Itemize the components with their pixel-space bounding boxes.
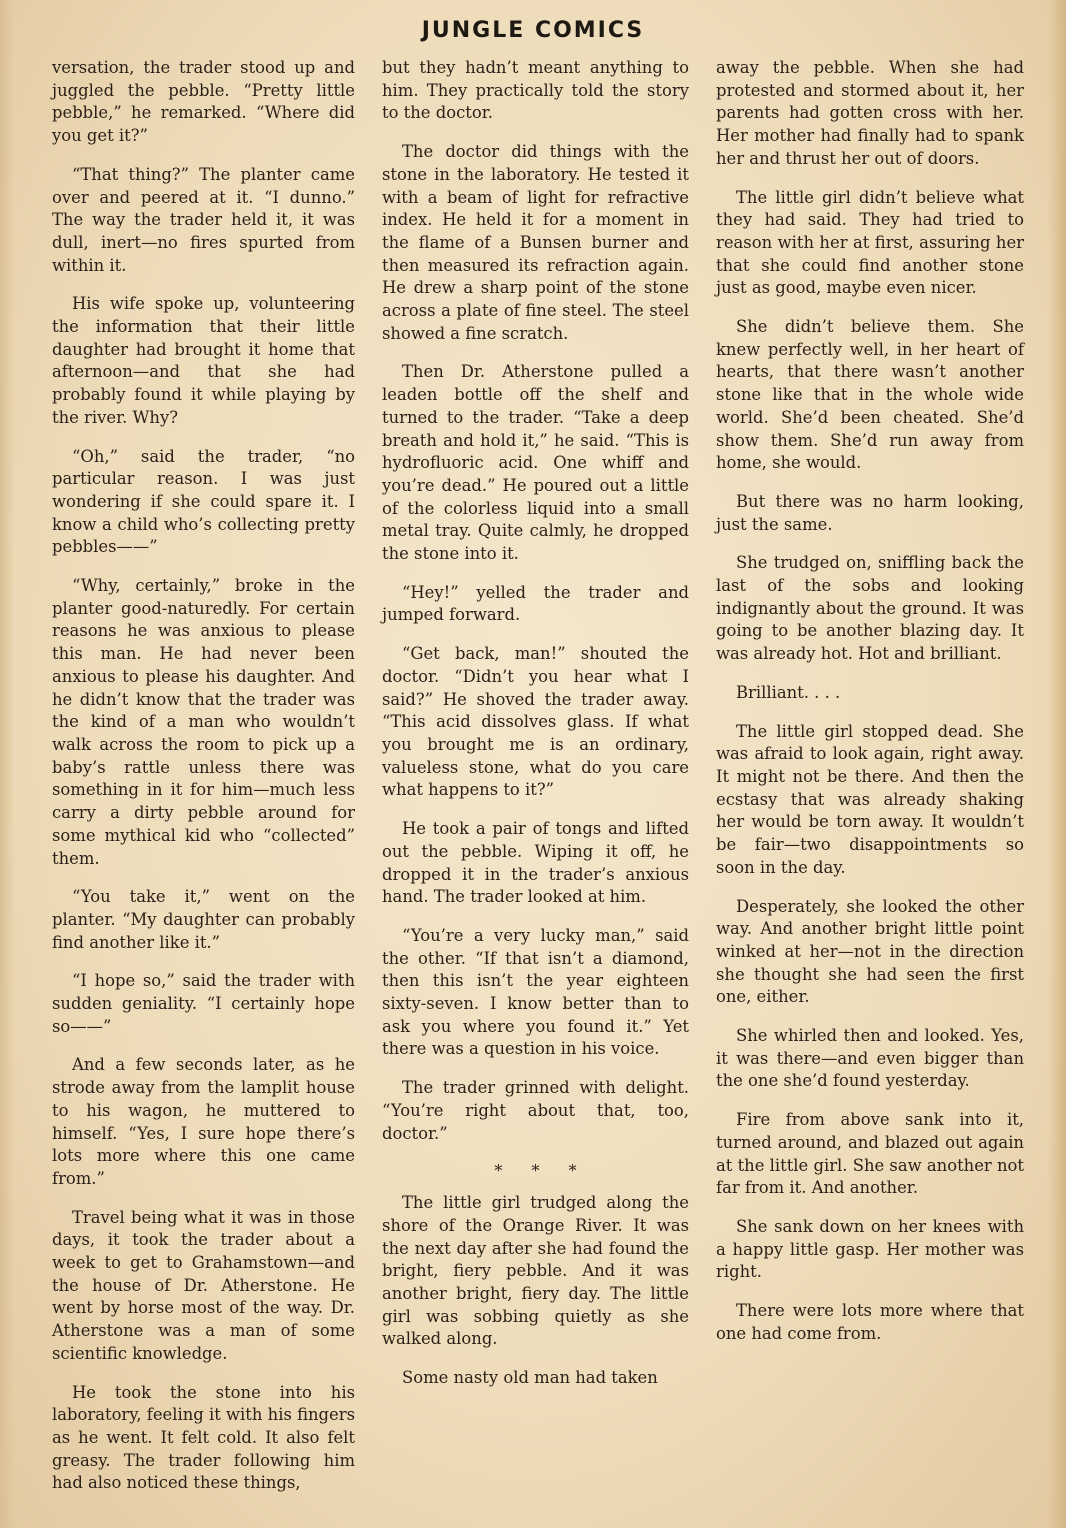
- paragraph: “That thing?” The planter came over and peered at it. “I dunno.” The way the trader held it, it was dull, inert—no fires spurted from within it.: [52, 164, 355, 275]
- page-header: JUNGLE COMICS: [421, 18, 645, 43]
- paragraph: The little girl didn’t believe what they had said. They had tried to reason with her at first, assuring her that she could find another stone just as good, maybe even nicer.: [716, 187, 1024, 298]
- paragraph: Fire from above sank into it, turned around, and blazed out again at the little girl. She saw another not far from it. And another.: [716, 1110, 1024, 1198]
- paragraph: but they hadn’t meant anything to him. They practically told the story to the doctor.: [382, 58, 689, 123]
- paragraph: There were lots more where that one had come from.: [716, 1301, 1024, 1343]
- text-column-2: [382, 57, 689, 1406]
- paragraph: versation, the trader stood up and juggled the pebble. “Pretty little pebble,” he remarked. “Where did you get it?”: [52, 58, 355, 146]
- paragraph: Some nasty old man had taken: [402, 1368, 658, 1388]
- paragraph: She didn’t believe them. She knew perfectly well, in her heart of hearts, that there wasn’t another stone like that in the whole wide world. She’d been cheated. She’d show them. She’d run away from home, she would.: [716, 317, 1024, 473]
- paragraph: “Hey!” yelled the trader and jumped forward.: [382, 582, 689, 625]
- paragraph: Brilliant. . . .: [736, 682, 841, 702]
- paragraph: “You take it,” went on the planter. “My daughter can probably find another like it.”: [52, 887, 355, 952]
- paragraph: She sank down on her knees with a happy little gasp. Her mother was right.: [716, 1216, 1024, 1282]
- paragraph: But there was no harm looking, just the same.: [716, 491, 1024, 534]
- paragraph: “I hope so,” said the trader with sudden geniality. “I certainly hope so——”: [52, 971, 355, 1036]
- paragraph: He took the stone into his laboratory, feeling it with his fingers as he went. It felt cold. It also felt greasy. The trader following him had also noticed these things,: [52, 1382, 355, 1493]
- paragraph: Then Dr. Atherstone pulled a leaden bottle off the shelf and turned to the trader. “Take a deep breath and hold it,” he said. “This is hydrofluoric acid. One whiff and you’re dead.” He poured out a little of the colorless liquid into a small metal tray. Quite calmly, he dropped the stone into it.: [382, 362, 689, 564]
- paragraph: She trudged on, sniffling back the last of the sobs and looking indignantly about the ground. It was going to be another blazing day. It was already hot. Hot and brilliant.: [716, 553, 1024, 664]
- paragraph: Travel being what it was in those days, it took the trader about a week to get to Grahamstown—and the house of Dr. Atherstone. He went by horse most of the way. Dr. Atherstone was a man of some scientific knowledge.: [52, 1207, 355, 1363]
- paragraph: And a few seconds later, as he strode away from the lamplit house to his wagon, he muttered to himself. “Yes, I sure hope there’s lots more where this one came from.”: [52, 1055, 355, 1188]
- paragraph: “Why, certainly,” broke in the planter good-naturedly. For certain reasons he was anxious to please this man. He had never been anxious to please his daughter. And he didn’t know that the trader was the kind of a man who wouldn’t walk across the room to pick up a baby’s rattle unless there was something in it for him—much less carry a dirty pebble around for some mythical kid who “collected” them.: [52, 576, 355, 868]
- paragraph: His wife spoke up, volunteering the information that their little daughter had brought it home that afternoon—and that she had probably found it while playing by the river. Why?: [52, 294, 355, 427]
- page-left-edge: [0, 0, 14, 1528]
- paragraph: She whirled then and looked. Yes, it was there—and even bigger than the one she’d found yesterday.: [716, 1026, 1024, 1091]
- paragraph: The little girl trudged along the shore of the Orange River. It was the next day after she had found the bright, fiery pebble. And it was another bright, fiery day. The little girl was sobbing quietly as she walked along.: [382, 1193, 689, 1349]
- paragraph: “Get back, man!” shouted the doctor. “Didn’t you hear what I said?” He shoved the trader away. “This acid dissolves glass. If what you brought me is an ordinary, valueless stone, what do you care what happens to it?”: [382, 644, 689, 800]
- scene-separator: * * *: [494, 1161, 577, 1181]
- paragraph: The little girl stopped dead. She was afraid to look again, right away. It might not be there. And then the ecstasy that was already shaking her would be torn away. It wouldn’t be fair—two disappointments so soon in the day.: [716, 721, 1024, 877]
- paragraph: “You’re a very lucky man,” said the other. “If that isn’t a diamond, then this isn’t the year eighteen sixty-seven. I know better than to ask you where you found it.” Yet there was a question in his voice.: [382, 925, 689, 1059]
- paragraph: The doctor did things with the stone in the laboratory. He tested it with a beam of light for refractive index. He held it for a moment in the flame of a Bunsen burner and then measured its refraction again. He drew a sharp point of the stone across a plate of fine steel. The steel showed a fine scratch.: [382, 142, 689, 343]
- page-right-edge: [1048, 0, 1066, 1528]
- paragraph: Desperately, she looked the other way. And another bright little point winked at her—not in the direction she thought she had seen the first one, either.: [716, 896, 1024, 1007]
- paragraph: The trader grinned with delight. “You’re right about that, too, doctor.”: [382, 1078, 689, 1143]
- text-column-1: [52, 57, 355, 1511]
- paragraph: He took a pair of tongs and lifted out the pebble. Wiping it off, he dropped it in the trader’s anxious hand. The trader looked at him.: [382, 819, 689, 907]
- text-column-3: [716, 57, 1024, 1361]
- paragraph: away the pebble. When she had protested and stormed about it, her parents had gotten cross with her. Her mother had finally had to spank her and thrust her out of doors.: [716, 58, 1024, 168]
- paragraph: “Oh,” said the trader, “no particular reason. I was just wondering if she could spare it. I know a child who’s collecting pretty pebbles——”: [52, 446, 355, 557]
